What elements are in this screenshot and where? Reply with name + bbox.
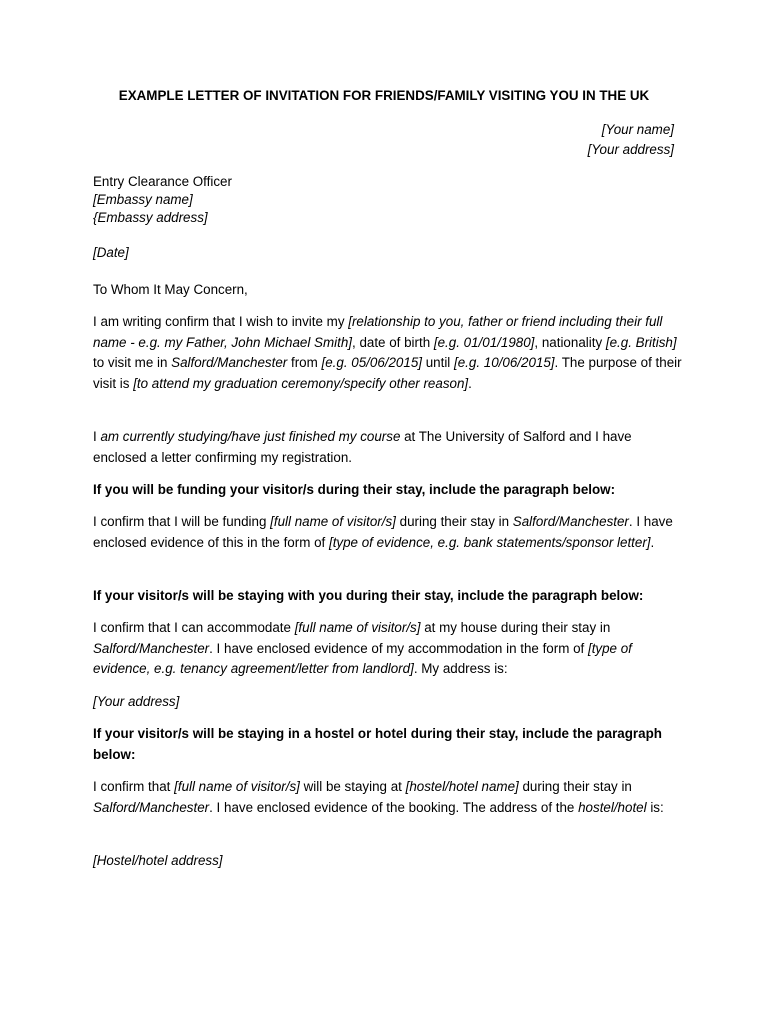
letter-date: [Date] — [93, 245, 129, 260]
page-title: EXAMPLE LETTER OF INVITATION FOR FRIENDS/FAMILY VISITING YOU IN THE UK — [118, 88, 650, 103]
paragraph-accommodation: I confirm that I can accommodate [full name of visitor/s] at my house during their stay in Salford/Manchester. I have enclosed evidence of my accommodation in the form of [type of evidence, e.g. tenancy agreement/letter from landlord]. My address is: — [93, 620, 632, 677]
heading-hostel: If your visitor/s will be staying in a hostel or hotel during their stay, include the paragraph below: — [93, 726, 662, 762]
paragraph-funding: I confirm that I will be funding [full name of visitor/s] during their stay in Salford/Manchester. I have enclosed evidence of this in the form of [type of evidence, e.g. bank statements/sponsor letter]. — [93, 514, 673, 550]
hostel-address-placeholder: [Hostel/hotel address] — [93, 853, 223, 868]
heading-staying-with-you: If your visitor/s will be staying with you during their stay, include the paragraph below: — [93, 588, 644, 603]
paragraph-hostel: I confirm that [full name of visitor/s] will be staying at [hostel/hotel name] during their stay in Salford/Manchester. I have enclosed evidence of the booking. The address of the hostel/hotel is: — [93, 779, 664, 815]
recipient-block — [93, 173, 683, 227]
paragraph-invitation: I am writing confirm that I wish to invite my [relationship to you, father or friend including their full name - e.g. my Father, John Michael Smith], date of birth [e.g. 01/01/1980], nationality [e.g. British] to visit me in Salford/Manchester from [e.g. 05/06/2015] until [e.g. 10/06/2015]. The purpose of their visit is [to attend my graduation ceremony/specify other reason]. — [93, 314, 682, 391]
embassy-address: {Embassy address] — [93, 210, 208, 225]
your-address-placeholder: [Your address] — [93, 694, 180, 709]
sender-address: [Your address] — [587, 142, 674, 157]
heading-funding: If you will be funding your visitor/s during their stay, include the paragraph below: — [93, 482, 616, 497]
recipient-officer: Entry Clearance Officer — [93, 174, 232, 189]
embassy-name: [Embassy name] — [93, 192, 193, 207]
salutation: To Whom It May Concern, — [93, 282, 248, 297]
sender-block — [588, 120, 674, 160]
paragraph-study: I am currently studying/have just finished my course at The University of Salford and I have enclosed a letter confirming my registration. — [93, 429, 632, 465]
sender-name: [Your name] — [601, 122, 674, 137]
